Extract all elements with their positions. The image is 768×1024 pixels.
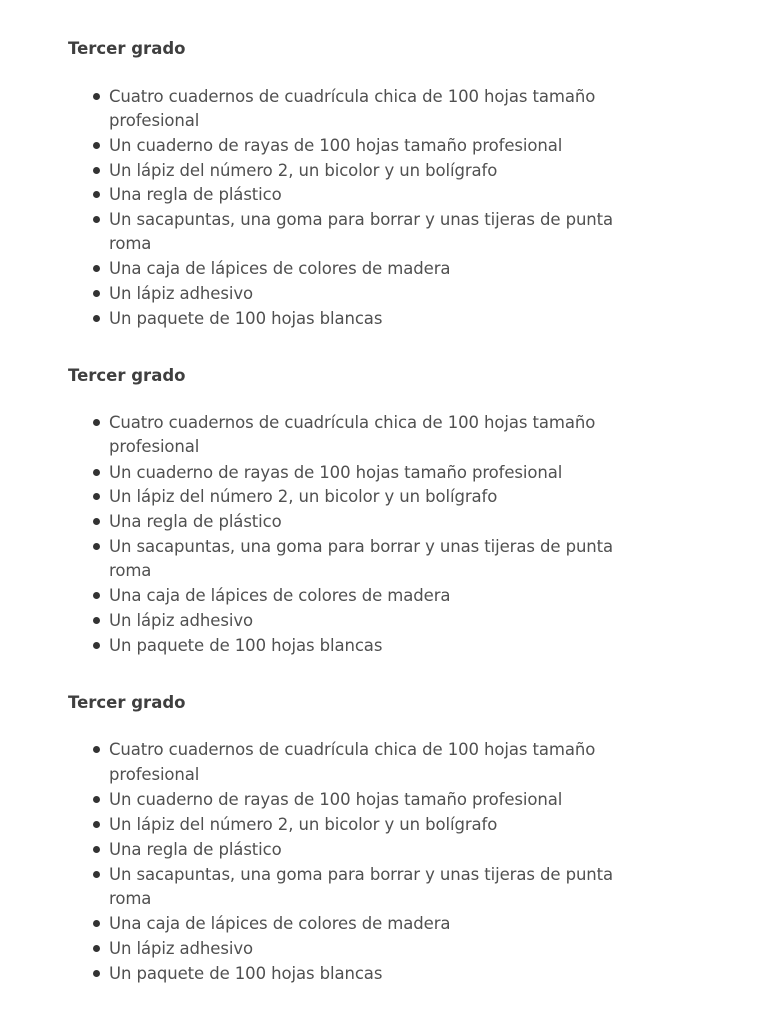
list-item <box>0 813 768 837</box>
list-item <box>0 485 768 509</box>
bullet-icon <box>93 846 100 853</box>
list-item <box>0 584 768 608</box>
list-item-text: Un sacapuntas, una goma para borrar y unas tijeras de punta <box>109 537 614 556</box>
list-item <box>0 738 768 786</box>
list-item <box>0 282 768 306</box>
bullet-icon <box>93 167 100 174</box>
list-item <box>0 307 768 331</box>
list-item <box>0 411 768 459</box>
section-heading: Tercer grado <box>68 366 186 385</box>
list-item-text: Un paquete de 100 hojas blancas <box>109 636 383 655</box>
list-item <box>0 937 768 961</box>
bullet-icon <box>93 142 100 149</box>
bullet-icon <box>93 543 100 550</box>
list-item-text: Cuatro cuadernos de cuadrícula chica de 100 hojas tamaño <box>109 740 596 759</box>
list-item-text: Un lápiz del número 2, un bicolor y un bolígrafo <box>109 815 498 834</box>
list-item <box>0 838 768 862</box>
list-item <box>0 257 768 281</box>
list-item <box>0 962 768 986</box>
list-item-text-continued: profesional <box>109 765 200 784</box>
bullet-icon <box>93 518 100 525</box>
list-item-text: Una caja de lápices de colores de madera <box>109 914 451 933</box>
bullet-icon <box>93 642 100 649</box>
list-item-text: Un lápiz adhesivo <box>109 939 253 958</box>
list-item <box>0 208 768 256</box>
list-item-text-continued: profesional <box>109 111 200 130</box>
list-item-text: Una caja de lápices de colores de madera <box>109 259 451 278</box>
list-item-text-continued: profesional <box>109 437 200 456</box>
list-item-text: Una caja de lápices de colores de madera <box>109 586 451 605</box>
bullet-icon <box>93 796 100 803</box>
bullet-icon <box>93 191 100 198</box>
bullet-icon <box>93 617 100 624</box>
section-heading: Tercer grado <box>68 39 186 58</box>
bullet-icon <box>93 970 100 977</box>
list-item <box>0 863 768 911</box>
list-item-text: Un lápiz adhesivo <box>109 611 253 630</box>
list-item <box>0 510 768 534</box>
bullet-icon <box>93 469 100 476</box>
list-item-text: Una regla de plástico <box>109 185 282 204</box>
bullet-icon <box>93 871 100 878</box>
list-item-text: Cuatro cuadernos de cuadrícula chica de 100 hojas tamaño <box>109 87 596 106</box>
bullet-icon <box>93 746 100 753</box>
list-item-text: Un cuaderno de rayas de 100 hojas tamaño profesional <box>109 790 563 809</box>
bullet-icon <box>93 315 100 322</box>
list-item-text-continued: roma <box>109 561 152 580</box>
list-item-text: Cuatro cuadernos de cuadrícula chica de 100 hojas tamaño <box>109 413 596 432</box>
list-item-text-continued: roma <box>109 234 152 253</box>
list-item-text: Un paquete de 100 hojas blancas <box>109 964 383 983</box>
bullet-icon <box>93 945 100 952</box>
section-heading: Tercer grado <box>68 693 186 712</box>
list-item-text: Un cuaderno de rayas de 100 hojas tamaño profesional <box>109 136 563 155</box>
list-item <box>0 535 768 583</box>
list-item-text: Una regla de plástico <box>109 512 282 531</box>
list-item <box>0 159 768 183</box>
list-item-text: Un paquete de 100 hojas blancas <box>109 309 383 328</box>
list-item <box>0 634 768 658</box>
list-item-text: Un sacapuntas, una goma para borrar y unas tijeras de punta <box>109 210 614 229</box>
list-item-text: Un lápiz del número 2, un bicolor y un bolígrafo <box>109 161 498 180</box>
bullet-icon <box>93 419 100 426</box>
list-item <box>0 461 768 485</box>
list-item <box>0 183 768 207</box>
list-item-text: Un lápiz del número 2, un bicolor y un bolígrafo <box>109 487 498 506</box>
list-item-text: Un cuaderno de rayas de 100 hojas tamaño profesional <box>109 463 563 482</box>
bullet-icon <box>93 493 100 500</box>
list-item-text: Un sacapuntas, una goma para borrar y unas tijeras de punta <box>109 865 614 884</box>
bullet-icon <box>93 290 100 297</box>
bullet-icon <box>93 821 100 828</box>
list-item-text-continued: roma <box>109 889 152 908</box>
bullet-icon <box>93 920 100 927</box>
bullet-icon <box>93 93 100 100</box>
list-item <box>0 134 768 158</box>
bullet-icon <box>93 216 100 223</box>
list-item-text: Una regla de plástico <box>109 840 282 859</box>
list-item <box>0 912 768 936</box>
bullet-icon <box>93 265 100 272</box>
list-item <box>0 788 768 812</box>
bullet-icon <box>93 592 100 599</box>
list-item-text: Un lápiz adhesivo <box>109 284 253 303</box>
list-item <box>0 85 768 133</box>
list-item <box>0 609 768 633</box>
